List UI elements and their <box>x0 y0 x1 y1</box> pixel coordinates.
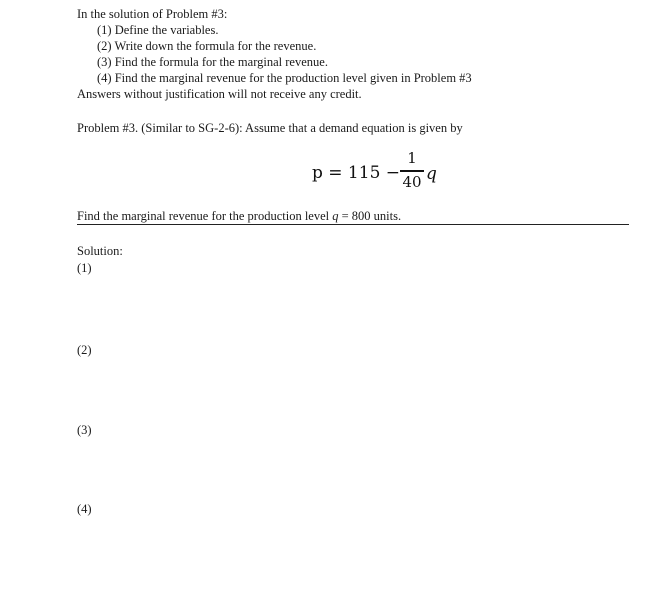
solution-part-1: (1) <box>77 261 92 275</box>
intro-step-1: (1) Define the variables. <box>97 23 219 37</box>
solution-part-2: (2) <box>77 343 92 357</box>
problem-task <box>77 209 401 224</box>
fraction-bar <box>400 170 424 172</box>
equation-fraction <box>400 150 424 191</box>
equation-lhs: p = 115 − <box>312 163 401 183</box>
task-suffix: = 800 units. <box>338 209 402 223</box>
demand-equation <box>312 150 452 196</box>
problem-statement: Problem #3. (Similar to SG-2-6): Assume that a demand equation is given by <box>77 121 463 135</box>
task-variable: q <box>332 209 339 223</box>
task-prefix: Find the marginal revenue for the production level <box>77 209 333 223</box>
fraction-denominator: 40 <box>402 172 422 191</box>
section-divider <box>77 224 629 225</box>
intro-step-3: (3) Find the formula for the marginal revenue. <box>97 55 328 69</box>
solution-part-3: (3) <box>77 423 92 437</box>
intro-step-4: (4) Find the marginal revenue for the production level given in Problem #3 <box>97 71 472 85</box>
intro-heading: In the solution of Problem #3: <box>77 7 228 21</box>
intro-step-2: (2) Write down the formula for the revenue. <box>97 39 317 53</box>
fraction-numerator: 1 <box>407 149 417 167</box>
solution-label: Solution: <box>77 244 123 258</box>
credit-warning: Answers without justification will not receive any credit. <box>77 87 362 101</box>
solution-part-4: (4) <box>77 502 92 516</box>
equation-variable: q <box>426 164 437 184</box>
